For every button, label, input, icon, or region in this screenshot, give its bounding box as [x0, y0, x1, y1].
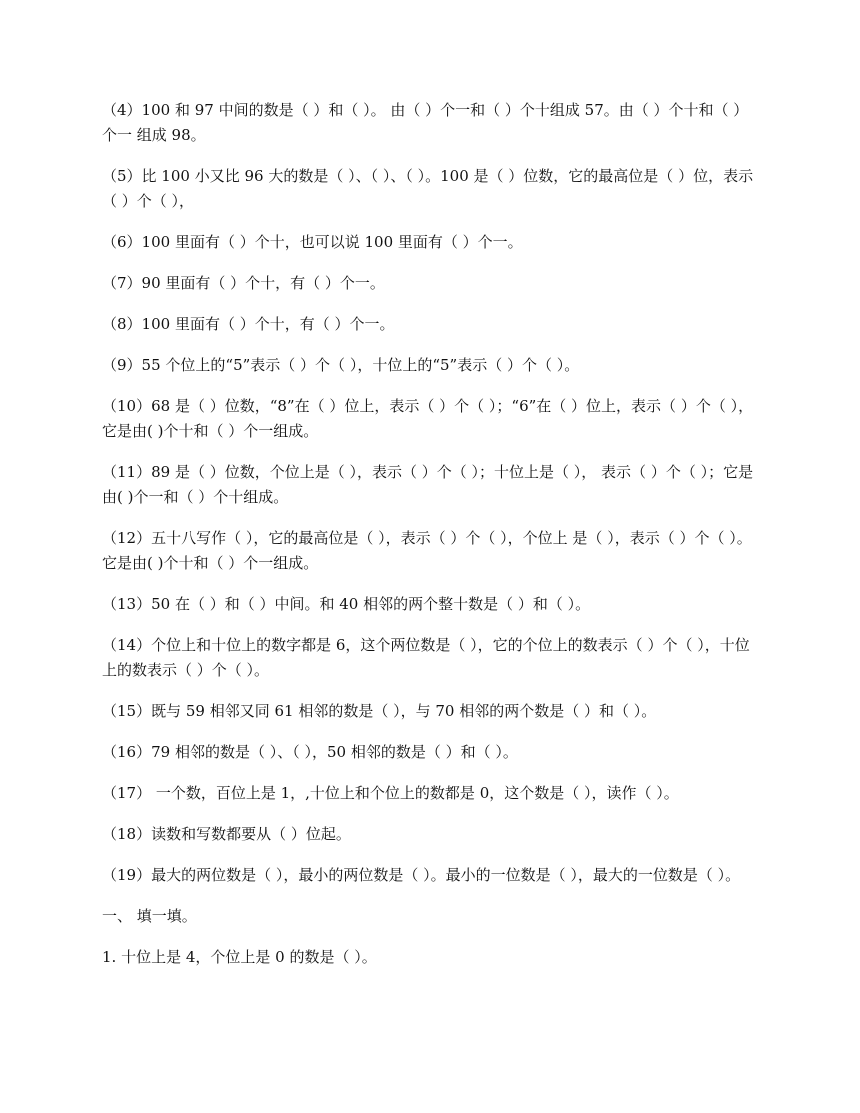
question-11: （11）89 是（ ）位数，个位上是（ ），表示（ ）个（ ）；十位上是（ ）， 表示（ ）个（ ）；它是由( )个一和（ ）个十组成。: [102, 463, 754, 506]
question-17: （17） 一个数，百位上是 1，,十位上和个位上的数都是 0，这个数是（ ），读作（ ）。: [102, 784, 679, 802]
question-15: （15）既与 59 相邻又同 61 相邻的数是（ ），与 70 相邻的两个数是（ ）和（ ）。: [102, 702, 657, 720]
question-12: （12）五十八写作（ ），它的最高位是（ ），表示（ ）个（ ），个位上 是（ ），表示（ ）个（ ）。它是由( )个十和（ ）个一组成。: [102, 529, 752, 572]
question-5: （5）比 100 小又比 96 大的数是（ ）、（ ）、（ ）。100 是（ ）位数，它的最高位是（ ）位，表示（ ）个（ ），: [102, 167, 754, 210]
question-8: （8）100 里面有（ ）个十，有（ ）个一。: [102, 315, 395, 333]
document-body: [102, 98, 762, 986]
section-heading: 一、 填一填。: [102, 907, 197, 925]
question-14: （14）个位上和十位上的数字都是 6，这个两位数是（ ），它的个位上的数表示（ ）个（ ），十位上的数表示（ ）个（ ）。: [102, 636, 750, 679]
fill-item-1: 1. 十位上是 4，个位上是 0 的数是（ ）。: [102, 948, 377, 966]
question-7: （7）90 里面有（ ）个十，有（ ）个一。: [102, 274, 385, 292]
question-6: （6）100 里面有（ ）个十，也可以说 100 里面有（ ）个一。: [102, 233, 523, 251]
question-16: （16）79 相邻的数是（ ）、（ ），50 相邻的数是（ ）和（ ）。: [102, 743, 518, 761]
question-19: （19）最大的两位数是（ ），最小的两位数是（ ）。最小的一位数是（ ），最大的一位数是（ ）。: [102, 866, 741, 884]
question-13: （13）50 在（ ）和（ ）中间。和 40 相邻的两个整十数是（ ）和（ ）。: [102, 595, 591, 613]
question-10: （10）68 是（ ）位数，“8”在（ ）位上，表示（ ）个（ ）；“6”在（ ）位上，表示（ ）个（ ），它是由( )个十和（ ）个一组成。: [102, 397, 754, 440]
question-9: （9）55 个位上的“5”表示（ ）个（ ），十位上的“5”表示（ ）个（ ）。: [102, 356, 580, 374]
question-18: （18）读数和写数都要从（ ）位起。: [102, 825, 351, 843]
question-4: （4）100 和 97 中间的数是（ ）和（ ）。 由（ ）个一和（ ）个十组成 57。由（ ）个十和（ ）个一 组成 98。: [102, 101, 749, 144]
